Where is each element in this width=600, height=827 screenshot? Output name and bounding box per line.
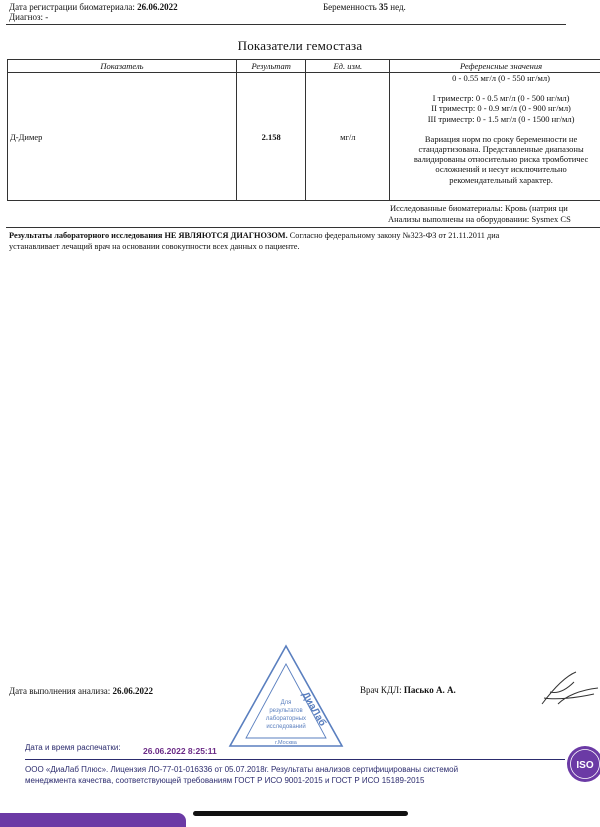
pregnancy-label: Беременность — [323, 2, 377, 12]
registration-date-value: 26.06.2022 — [137, 2, 178, 12]
diagnosis — [9, 12, 48, 23]
disclaimer-line-1 — [9, 231, 499, 241]
print-date-label: Дата и время распечатки: — [25, 743, 121, 752]
header-divider — [6, 24, 566, 25]
result-value: 2.158 — [236, 73, 306, 201]
stamp-text: лабораторных — [265, 716, 307, 722]
biomaterial-note: Исследованные биоматериалы: Кровь (натрия ци — [390, 203, 568, 213]
table-header-row — [8, 60, 600, 73]
reference-line: валидированы относительно риска тромботичес — [413, 154, 589, 165]
indicator-name: Д-Димер — [8, 73, 237, 201]
unit-value: мг/л — [306, 73, 390, 201]
column-header-indicator: Показатель — [8, 60, 237, 73]
reference-line: стандартизована. Представленные диапазоны — [418, 144, 584, 155]
doctor-label: Врач КДЛ: — [360, 685, 402, 695]
stamp-brand: ДиаЛаб — [299, 690, 328, 729]
footer-divider — [25, 759, 565, 760]
stamp-text: исследований — [266, 724, 306, 730]
reference-line: I триместр: 0 - 0.5 мг/л (0 - 500 нг/мл) — [432, 93, 570, 104]
disclaimer-bold: Результаты лабораторного исследования НЕ ЯВЛЯЮТСЯ ДИАГНОЗОМ. — [9, 231, 288, 240]
reference-values — [390, 73, 600, 201]
reference-line: рекомендательный характер. — [449, 174, 553, 185]
diagnosis-label: Диагноз: — [9, 12, 44, 22]
column-header-reference: Референсные значения — [390, 60, 600, 73]
reference-line: III триместр: 0 - 1.5 мг/л (0 - 1500 нг/мл) — [427, 113, 575, 124]
reference-line: II триместр: 0 - 0.9 мг/л (0 - 900 нг/мл) — [431, 103, 571, 114]
doctor-name: Пасько А. А. — [403, 685, 456, 695]
stamp-text: результатов — [269, 708, 303, 714]
analysis-date-label: Дата выполнения анализа: — [9, 686, 111, 696]
section-title: Показатели гемостаза — [237, 38, 363, 53]
results-table — [7, 59, 600, 201]
column-header-unit: Ед. изм. — [306, 60, 390, 73]
equipment-note: Анализы выполнены на оборудовании: Sysmex CS — [388, 214, 571, 224]
table-row — [8, 73, 600, 201]
pregnancy-term — [323, 2, 406, 13]
print-date-value: 26.06.2022 8:25:11 — [143, 746, 217, 756]
analysis-date — [9, 686, 153, 696]
disclaimer-rest: Согласно федеральному закону №323-ФЗ от 21.11.2011 диа — [287, 231, 500, 240]
notes-divider — [6, 227, 600, 228]
analysis-date-value: 26.06.2022 — [112, 686, 153, 696]
home-indicator[interactable] — [193, 811, 408, 816]
pregnancy-unit: нед. — [390, 2, 406, 12]
stamp-text: Для — [280, 700, 292, 706]
iso-label: ISO — [576, 760, 594, 771]
footer-license-line-2: менеджмента качества, соответствующей требованиям ГОСТ Р ИСО 9001-2015 и ГОСТ Р ИСО 15189-2015 — [25, 776, 425, 785]
footer-license-line-1: ООО «ДиаЛаб Плюс». Лицензия ЛО-77-01-016336 от 05.07.2018г. Результаты анализов сертифицированы системой — [25, 765, 459, 774]
doctor — [360, 685, 456, 695]
iso-badge-icon — [566, 745, 600, 783]
reference-line: 0 - 0.55 мг/л (0 - 550 нг/мл) — [452, 73, 550, 83]
signature-scribble — [536, 668, 600, 708]
disclaimer-line-2: устанавливает лечащий врач на основании совокупности всех данных о пациенте. — [9, 242, 300, 251]
lab-stamp — [226, 642, 346, 752]
reference-line: Вариация норм по сроку беременности не — [424, 133, 578, 144]
pregnancy-value: 35 — [379, 2, 388, 12]
bottom-tab-bar[interactable] — [0, 813, 186, 827]
registration-date-label: Дата регистрации биоматериала: — [9, 2, 135, 12]
stamp-city: г.Москва — [275, 740, 297, 746]
diagnosis-value: - — [45, 12, 49, 22]
reference-line: осложнений и несут исключительно — [435, 164, 567, 175]
column-header-result: Результат — [236, 60, 306, 73]
